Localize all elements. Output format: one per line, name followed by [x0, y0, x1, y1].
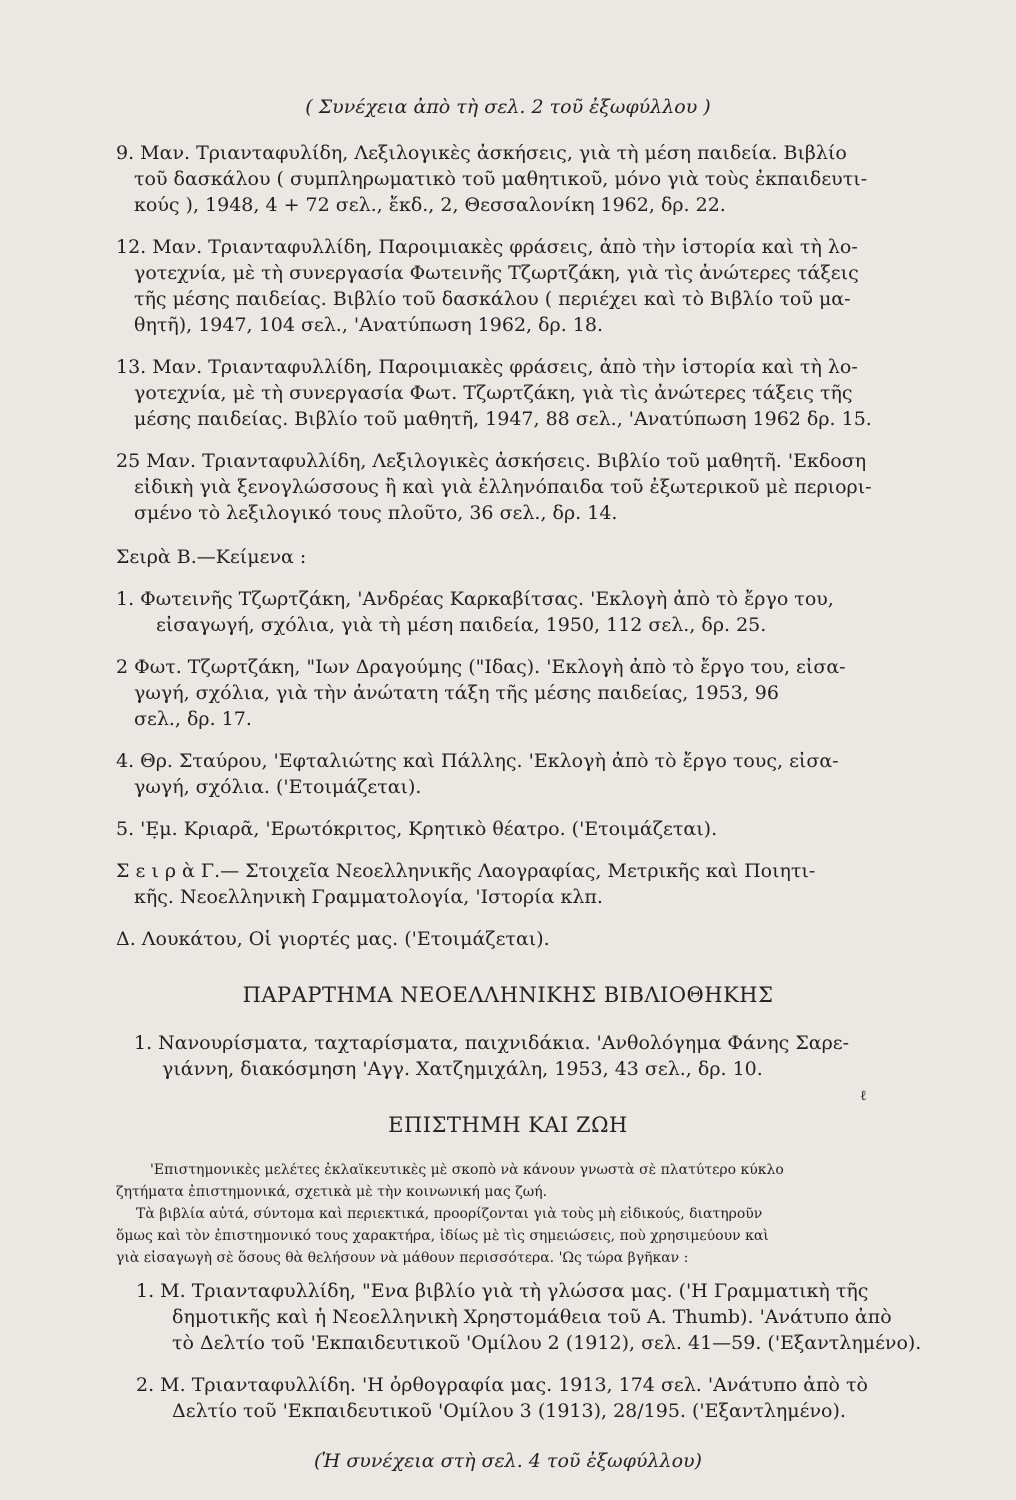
series-b-entry-2: 2 Φωτ. Τζωρτζάκη, "Ιων Δραγούμης ("Ιδας). 'Εκλογὴ ἀπὸ τὸ ἔργο του, εἰσα-: [116, 656, 846, 678]
entry-13-cont: γοτεχνία, μὲ τὴ συνεργασία Φωτ. Τζωρτζάκη, γιὰ τὶς ἀνώτερες τάξεις τῆς: [134, 382, 853, 404]
series-b-entry-4: 4. Θρ. Σταύρου, 'Εφταλιώτης καὶ Πάλλης. 'Εκλογὴ ἀπὸ τὸ ἔργο τους, εἰσα-: [116, 750, 839, 772]
series-c-heading-cont: κῆς. Νεοελληνικὴ Γραμματολογία, 'Ιστορία κλπ.: [134, 886, 603, 908]
science-intro-cont: Τὰ βιβλία αὐτά, σύντομα καὶ περιεκτικά, προορίζονται γιὰ τοὺς μὴ εἰδικούς, διατηροῦν: [136, 1206, 763, 1222]
appendix-entry-1: 1. Νανουρίσματα, ταχταρίσματα, παιχνιδάκια. 'Ανθολόγημα Φάνης Σαρε-: [134, 1032, 850, 1054]
series-c-heading: Σ ε ι ρ ὰ Γ.— Στοιχεῖα Νεοελληνικῆς Λαογραφίας, Μετρικῆς καὶ Ποιητι-: [116, 860, 816, 882]
series-b-entry-5: 5. 'Ε̣μ. Κριαρᾶ, 'Ερωτόκριτος, Κρητικὸ θέατρο. ('Ετοιμάζεται).: [116, 818, 718, 840]
entry-13-cont: μέσης παιδείας. Βιβλίο τοῦ μαθητῆ, 1947, 88 σελ., 'Ανατύπωση 1962 δρ. 15.: [134, 408, 872, 430]
science-entry-2: 2. Μ. Τριανταφυλλίδη. 'Η ὀρθογραφία μας. 1913, 174 σελ. 'Ανάτυπο ἀπὸ τὸ: [136, 1374, 868, 1396]
science-entry-1: 1. Μ. Τριανταφυλλίδη, "Ενα βιβλίο γιὰ τὴ γλώσσα μας. ('Η Γραμματικὴ τῆς: [136, 1280, 869, 1302]
stamp-mark: ℓ: [860, 1088, 867, 1104]
series-b-entry-1-cont: εἰσαγωγή, σχόλια, γιὰ τὴ μέση παιδεία, 1950, 112 σελ., δρ. 25.: [156, 614, 767, 636]
entry-9: 9. Μαν. Τριανταφυλίδη, Λεξιλογικὲς ἀσκήσεις, γιὰ τὴ μέση παιδεία. Βιβλίο: [116, 142, 847, 164]
science-entry-1-cont: τὸ Δελτίο τοῦ 'Εκπαιδευτικοῦ 'Ομίλου 2 (1912), σελ. 41—59. ('Εξαντλημένο).: [172, 1332, 922, 1354]
appendix-entry-1-cont: γιάννη, διακόσμηση 'Αγγ. Χατζημιχάλη, 1953, 43 σελ., δρ. 10.: [162, 1058, 763, 1080]
appendix-heading: ΠΑΡΑΡΤΗΜΑ ΝΕΟΕΛΛΗΝΙΚΗΣ ΒΙΒΛΙΟΘΗΚΗΣ: [242, 983, 774, 1007]
science-entry-2-cont: Δελτίο τοῦ 'Εκπαιδευτικοῦ 'Ομίλου 3 (1913), 28/195. ('Εξαντλημένο).: [172, 1400, 846, 1422]
science-entry-1-cont: δημοτικῆς καὶ ἡ Νεοελληνικὴ Χρηστομάθεια τοῦ Α. Thumb). 'Ανάτυπο ἀπὸ: [172, 1306, 892, 1328]
entry-12-cont: θητῆ), 1947, 104 σελ., 'Ανατύπωση 1962, δρ. 18.: [134, 314, 604, 336]
science-intro-cont: γιὰ εἰσαγωγὴ σὲ ὅσους θὰ θελήσουν νὰ μάθουν περισσότερα. 'Ως τώρα βγῆκαν :: [116, 1250, 689, 1266]
entry-25: 25 Μαν. Τριανταφυλλίδη, Λεξιλογικὲς ἀσκήσεις. Βιβλίο τοῦ μαθητῆ. 'Εκδοση: [116, 450, 867, 472]
science-heading: ΕΠΙΣΤΗΜΗ ΚΑΙ ΖΩΗ: [388, 1113, 628, 1137]
series-b-heading: Σειρὰ Β.—Κείμενα :: [116, 546, 307, 568]
entry-9-cont: κούς ), 1948, 4 + 72 σελ., ἔκδ., 2, Θεσσαλονίκη 1962, δρ. 22.: [134, 194, 726, 216]
entry-12: 12. Μαν. Τριανταφυλλίδη, Παροιμιακὲς φράσεις, ἀπὸ τὴν ἱστορία καὶ τὴ λο-: [116, 236, 858, 258]
series-d-entry: Δ. Λουκάτου, Οἱ γιορτές μας. ('Ετοιμάζεται).: [116, 928, 550, 950]
footer-note: (Ἡ συνέχεια στὴ σελ. 4 τοῦ ἐξωφύλλου): [314, 1450, 702, 1472]
series-b-entry-2-cont: γωγή, σχόλια, γιὰ τὴν ἀνώτατη τάξη τῆς μέσης παιδείας, 1953, 96: [134, 682, 779, 704]
entry-13: 13. Μαν. Τριανταφυλλίδη, Παροιμιακὲς φράσεις, ἀπὸ τὴν ἱστορία καὶ τὴ λο-: [116, 356, 858, 378]
science-intro-cont: ζητήματα ἐπιστημονικά, σχετικὰ μὲ τὴν κοινωνική μας ζωή.: [116, 1184, 548, 1200]
entry-12-cont: γοτεχνία, μὲ τὴ συνεργασία Φωτεινῆς Τζωρτζάκη, γιὰ τὶς ἀνώτερες τάξεις: [134, 262, 859, 284]
entry-25-cont: σμένο τὸ λεξιλογικό τους πλοῦτο, 36 σελ., δρ. 14.: [134, 502, 618, 524]
entry-9-cont: τοῦ δασκάλου ( συμπληρωματικὸ τοῦ μαθητικοῦ, μόνο γιὰ τοὺς ἐκπαιδευτι-: [134, 168, 868, 190]
science-intro: 'Επιστημονικὲς μελέτες ἐκλαϊκευτικὲς μὲ σκοπὸ νὰ κάνουν γνωστὰ σὲ πλατύτερο κύκλο: [150, 1162, 784, 1178]
entry-12-cont: τῆς μέσης παιδείας. Βιβλίο τοῦ δασκάλου ( περιέχει καὶ τὸ Βιβλίο τοῦ μα-: [134, 288, 851, 310]
entry-25-cont: εἰδικὴ γιὰ ξενογλώσσους ἢ καὶ γιὰ ἑλληνόπαιδα τοῦ ἐξωτερικοῦ μὲ περιορι-: [134, 476, 872, 498]
series-b-entry-4-cont: γωγή, σχόλια. ('Ετοιμάζεται).: [134, 776, 422, 798]
header-note: ( Συνέχεια ἀπὸ τὴ σελ. 2 τοῦ ἐξωφύλλου ): [305, 96, 711, 118]
series-b-entry-2-cont: σελ., δρ. 17.: [134, 708, 252, 730]
science-intro-cont: ὅμως καὶ τὸν ἐπιστημονικό τους χαρακτήρα, ἰδίως μὲ τὶς σημειώσεις, ποὺ χρησιμεύουν καὶ: [116, 1228, 769, 1244]
series-b-entry-1: 1. Φωτεινῆς Τζωρτζάκη, 'Ανδρέας Καρκαβίτσας. 'Εκλογὴ ἀπὸ τὸ ἔργο του,: [116, 588, 834, 610]
